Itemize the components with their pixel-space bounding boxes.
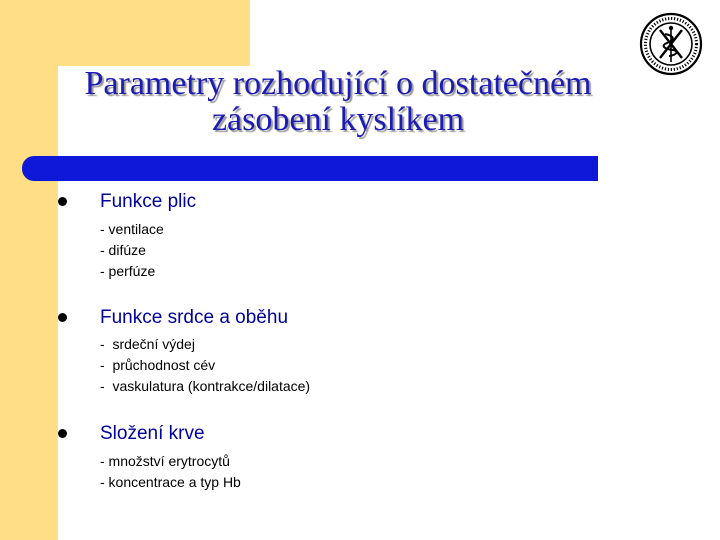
section-heading: Složení krve <box>100 423 205 444</box>
left-accent-band <box>0 0 58 540</box>
bullet-icon <box>58 313 67 322</box>
slide-title <box>58 66 618 138</box>
list-item: - průchodnost cév <box>100 357 216 373</box>
section-heading: Funkce srdce a oběhu <box>100 307 289 328</box>
section-lung-function <box>58 191 658 279</box>
title-line-1: Parametry rozhodující o dostatečném <box>84 65 592 102</box>
list-item: - vaskulatura (kontrakce/dilatace) <box>100 378 311 394</box>
title-underline-bar <box>22 156 598 181</box>
sub-list <box>100 334 310 397</box>
list-item: - difúze <box>100 242 146 258</box>
sub-list <box>100 219 164 282</box>
list-item: - ventilace <box>100 221 164 237</box>
sub-list <box>100 451 241 493</box>
bullet-icon <box>58 429 67 438</box>
list-item: - perfúze <box>100 263 156 279</box>
title-line-2: zásobení kyslíkem <box>211 101 465 138</box>
list-item: - srdeční výdej <box>100 336 195 352</box>
list-item: - koncentrace a typ Hb <box>100 474 241 490</box>
section-heart-circulation <box>58 307 658 394</box>
university-seal-icon <box>639 12 703 76</box>
section-heading: Funkce plic <box>100 191 197 212</box>
section-blood-composition <box>58 423 658 490</box>
top-accent-block <box>0 0 250 66</box>
bullet-icon <box>58 197 67 206</box>
list-item: - množství erytrocytů <box>100 453 230 469</box>
